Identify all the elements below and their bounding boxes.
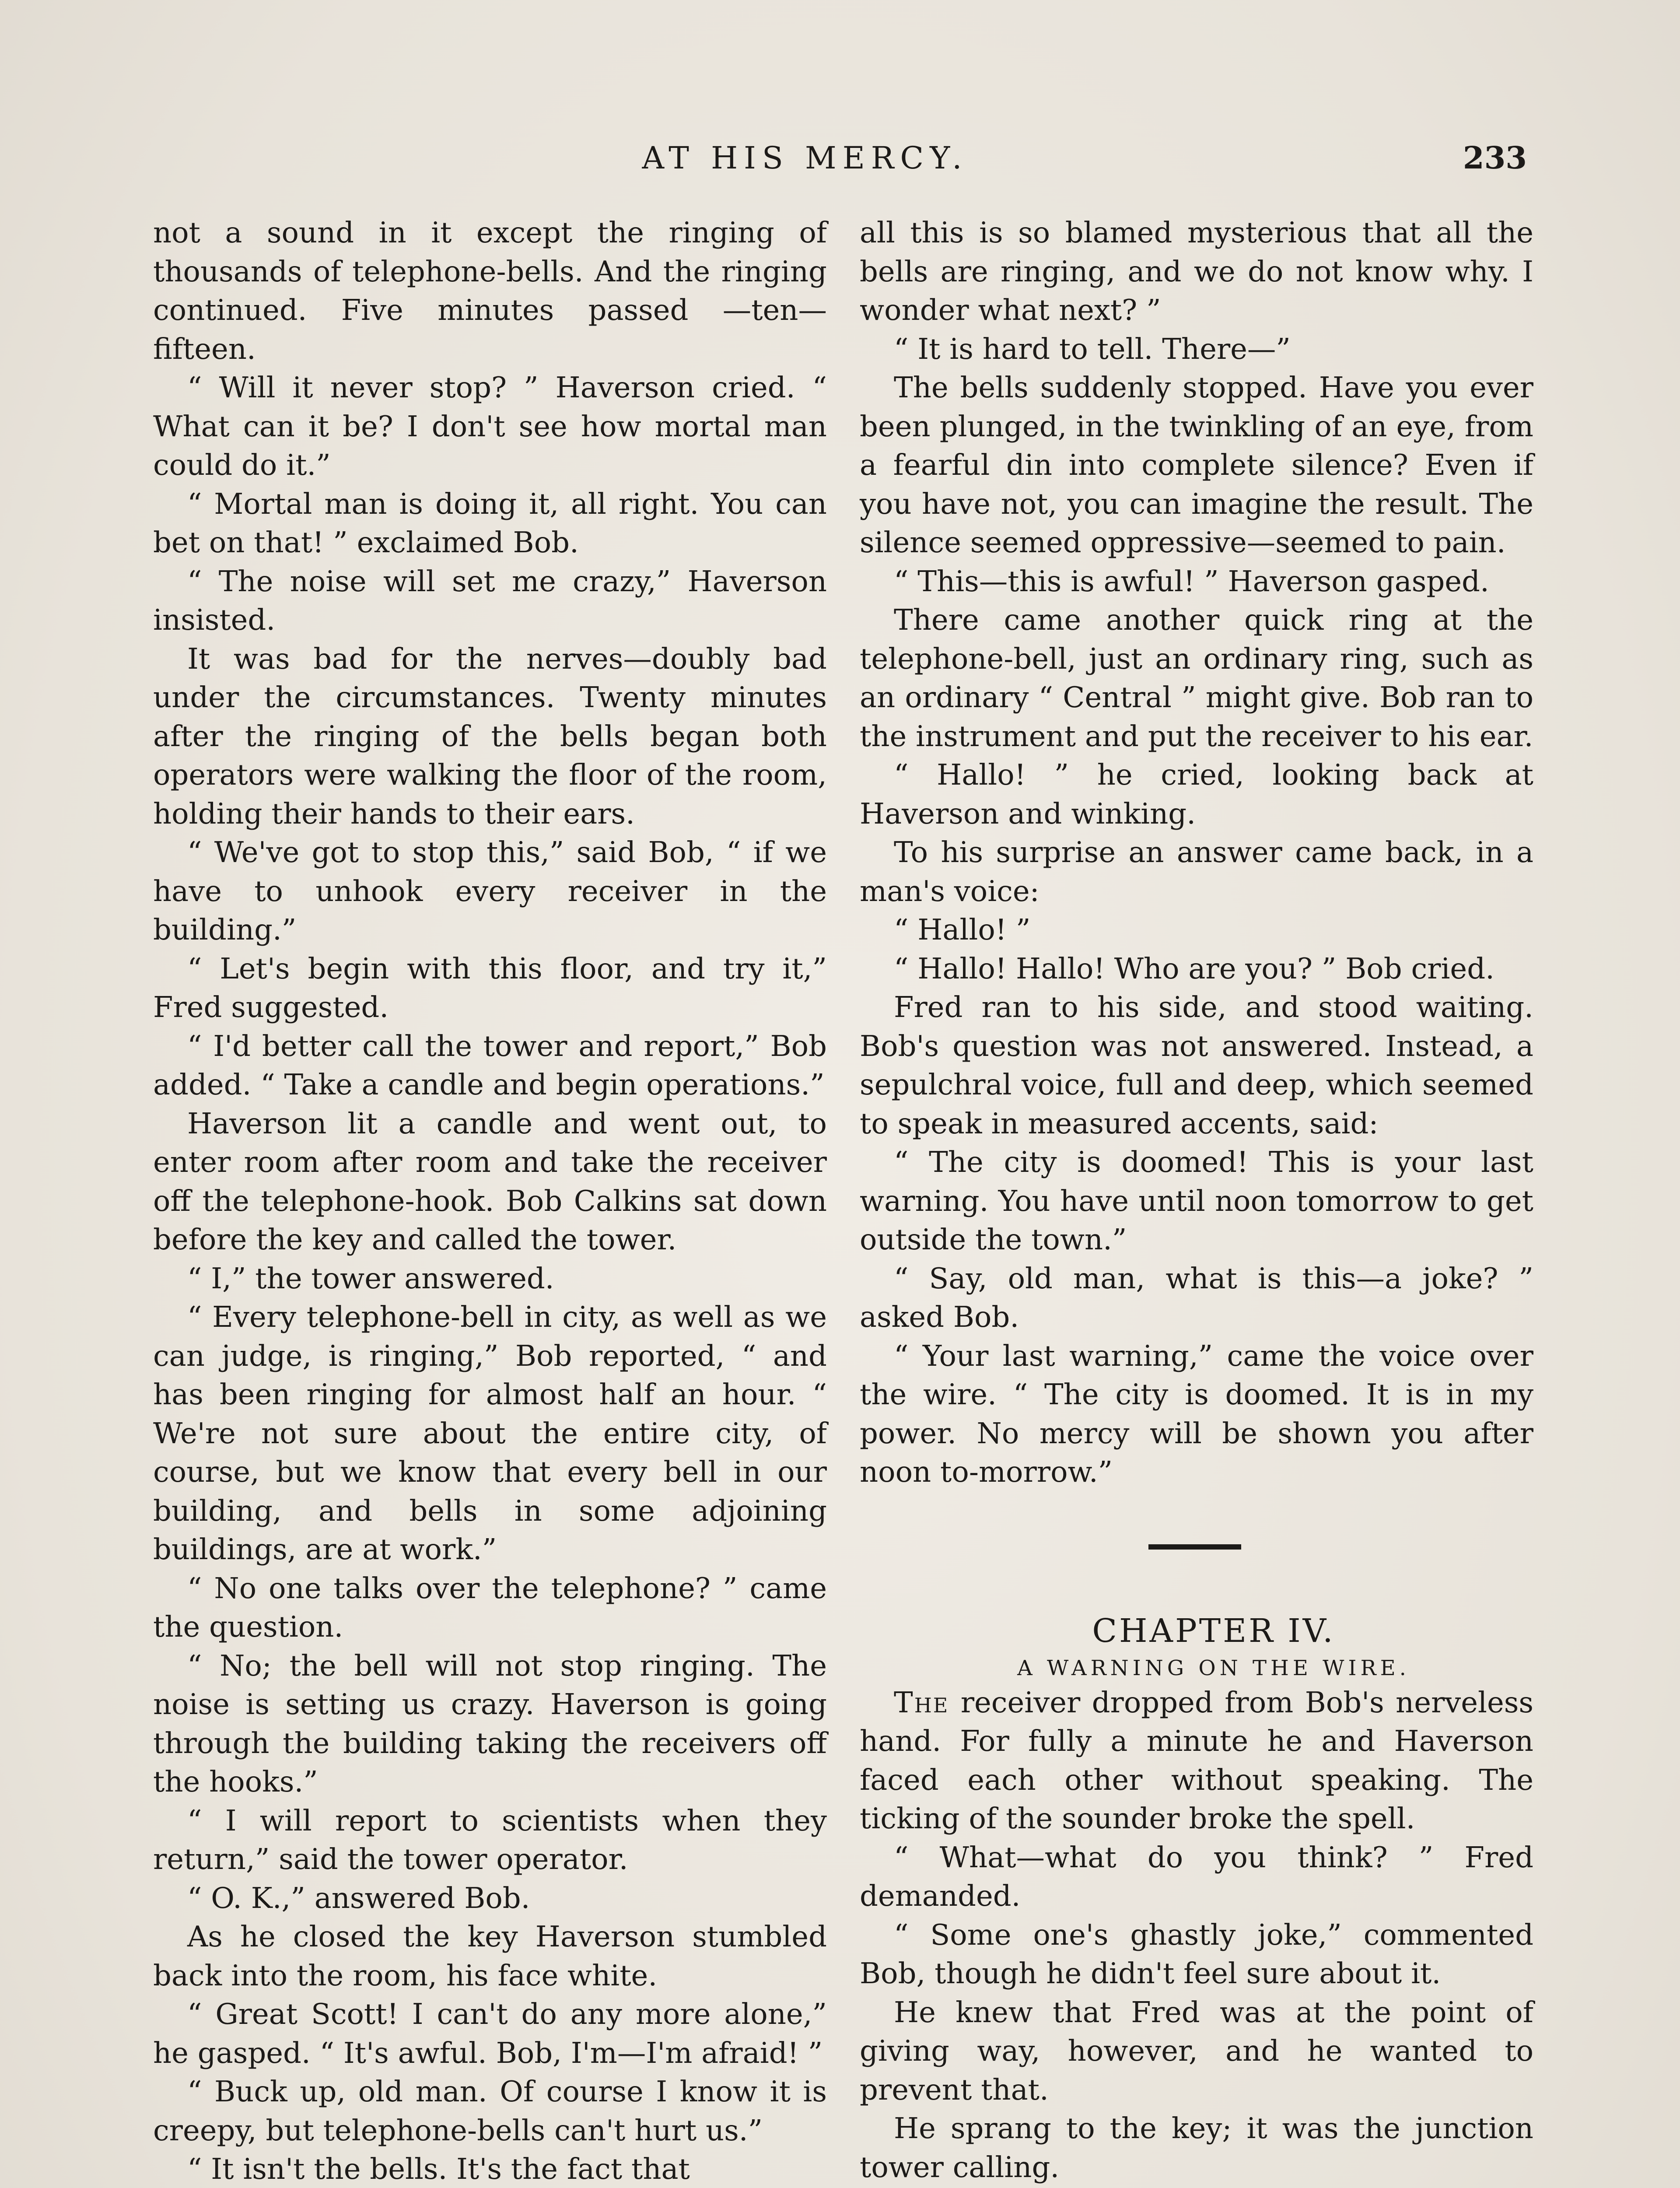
- left-text-column: [153, 214, 827, 2188]
- paragraph: “ I will report to scientists when they return,” said the tower operator.: [153, 1804, 827, 1876]
- paragraph: “ What—what do you think? ” Fred demanded.: [860, 1841, 1533, 1913]
- paragraph: “ This—this is awful! ” Haverson gasped.: [894, 565, 1489, 598]
- paragraph: It was bad for the nerves—doubly bad under the circumstances. Twenty minutes after the ringing of the bells began both operators were walking the floor of the room, holding their hands to their ears.: [153, 642, 827, 831]
- running-head: [0, 138, 1680, 178]
- paragraph: Fred ran to his side, and stood waiting. Bob's question was not answered. Instead, a sepulchral voice, full and deep, which seemed to speak in measured accents, said:: [860, 991, 1533, 1140]
- paragraph: “ Say, old man, what is this—a joke? ” asked Bob.: [860, 1262, 1533, 1334]
- paragraph: “ Hallo! ”: [894, 913, 1031, 947]
- page-number: 233: [1463, 140, 1527, 176]
- paragraph: “ Will it never stop? ” Haverson cried. “ What can it be? I don't see how mortal man could do it.”: [153, 371, 827, 482]
- paragraph: As he closed the key Haverson stumbled back into the room, his face white.: [153, 1920, 827, 1992]
- paragraph: “ We've got to stop this,” said Bob, “ if we have to unhook every receiver in the building.”: [153, 836, 827, 947]
- paragraph: “ Some one's ghastly joke,” commented Bob, though he didn't feel sure about it.: [860, 1918, 1533, 1990]
- paragraph: “ It isn't the bells. It's the fact that: [187, 2153, 690, 2186]
- paragraph: He sprang to the key; it was the junction tower calling.: [860, 2112, 1533, 2184]
- paragraph: “ Great Scott! I can't do any more alone,” he gasped. “ It's awful. Bob, I'm—I'm afraid! ”: [153, 1998, 827, 2070]
- paragraph: “ No; the bell will not stop ringing. The noise is setting us crazy. Haverson is going through the building taking the receivers off the hooks.”: [153, 1649, 827, 1799]
- chapter-heading: CHAPTER IV.: [1092, 1612, 1335, 1650]
- paragraph: “ No one talks over the telephone? ” came the question.: [153, 1571, 827, 1644]
- opening-word: The: [894, 1686, 949, 1719]
- paragraph: “ Hallo! Hallo! Who are you? ” Bob cried.: [894, 952, 1494, 985]
- paragraph: He knew that Fred was at the point of giving way, however, and he wanted to prevent that.: [860, 1995, 1533, 2107]
- paragraph: “ Your last warning,” came the voice over the wire. “ The city is doomed. It is in my power. No mercy will be shown you after noon to-morrow.”: [860, 1339, 1533, 1489]
- chapter-subtitle: A WARNING ON THE WIRE.: [1017, 1655, 1410, 1680]
- paragraph: “ Let's begin with this floor, and try it,” Fred suggested.: [153, 952, 827, 1024]
- paragraph: “ I,” the tower answered.: [187, 1262, 554, 1295]
- paragraph: “ Buck up, old man. Of course I know it is creepy, but telephone-bells can't hurt us.”: [153, 2075, 827, 2147]
- opening-paragraph-text: receiver dropped from Bob's nerveless hand. For fully a minute he and Haverson faced each other without speaking. The ticking of the sounder broke the spell.: [860, 1686, 1533, 1835]
- paragraph: “ Mortal man is doing it, all right. You can bet on that! ” exclaimed Bob.: [153, 487, 827, 559]
- paragraph: “ O. K.,” answered Bob.: [187, 1881, 530, 1915]
- paragraph: To his surprise an answer came back, in a man's voice:: [860, 836, 1533, 908]
- paragraph: “ I'd better call the tower and report,” Bob added. “ Take a candle and begin operations.”: [153, 1029, 827, 1101]
- right-text-column: [860, 214, 1533, 2187]
- paragraph: “ The noise will set me crazy,” Haverson insisted.: [153, 565, 827, 637]
- paragraph: “ Hallo! ” he cried, looking back at Haverson and winking.: [860, 758, 1533, 831]
- paragraph: all this is so blamed mysterious that all the bells are ringing, and we do not know why. I wonder what next? ”: [860, 216, 1533, 327]
- paragraph: “ Every telephone-bell in city, as well as we can judge, is ringing,” Bob reported, “ and has been ringing for almost half an hour. “ We're not sure about the entire city, of course, but we know that every bell in our building, and bells in some adjoining buildings, are at work.”: [153, 1301, 827, 1566]
- paragraph: “ The city is doomed! This is your last warning. You have until noon tomorrow to get outside the town.”: [860, 1146, 1533, 1256]
- chapter-opening-paragraph: [860, 1683, 1533, 1838]
- chapter-divider-rule: [1148, 1544, 1241, 1550]
- running-title: AT HIS MERCY.: [642, 140, 968, 176]
- paragraph: There came another quick ring at the telephone-bell, just an ordinary ring, such as an ordinary “ Central ” might give. Bob ran to the instrument and put the receiver to his ear.: [860, 603, 1533, 753]
- chapter-break: [860, 1492, 1533, 1609]
- paragraph: not a sound in it except the ringing of thousands of telephone-bells. And the ringing continued. Five minutes passed —ten—fifteen.: [153, 216, 827, 366]
- paragraph: The bells suddenly stopped. Have you ever been plunged, in the twinkling of an eye, from a fearful din into complete silence? Even if you have not, you can imagine the result. The silence seemed oppressive—seemed to pain.: [860, 371, 1533, 559]
- paragraph: “ It is hard to tell. There—”: [894, 332, 1291, 366]
- paragraph: Haverson lit a candle and went out, to enter room after room and take the receiver off the telephone-hook. Bob Calkins sat down before the key and called the tower.: [153, 1107, 827, 1256]
